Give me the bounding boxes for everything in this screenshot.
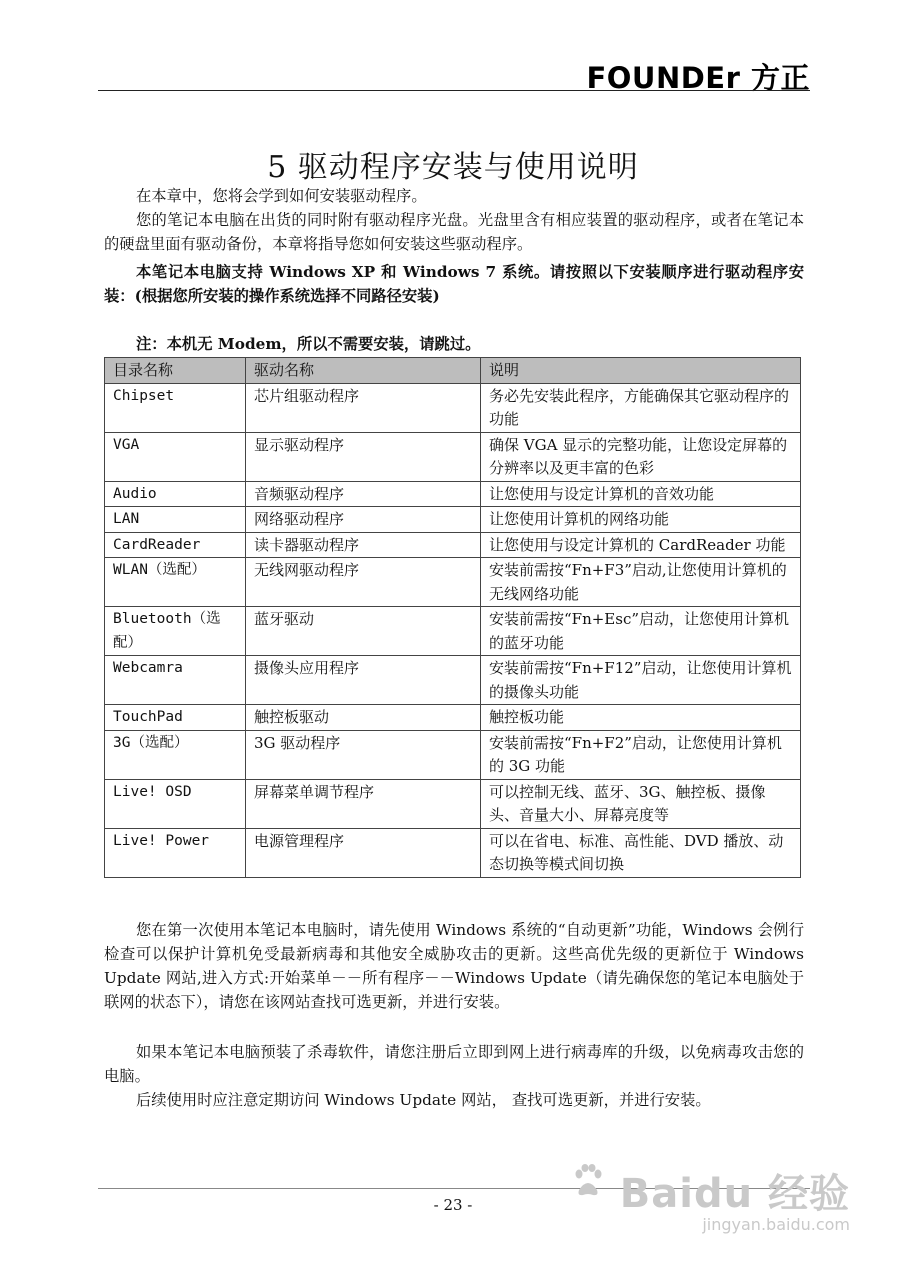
page-number: - 23 - xyxy=(433,1196,473,1214)
table-row xyxy=(105,432,801,481)
row-directory: TouchPad xyxy=(105,705,246,731)
intro-paragraph-1: 在本章中，您将会学到如何安装驱动程序。 xyxy=(136,187,427,205)
row-directory: Chipset xyxy=(105,383,246,432)
table-row xyxy=(105,730,801,779)
windows-update-paragraph: 您在第一次使用本笔记本电脑时，请先使用 Windows 系统的“自动更新”功能，Windows 会例行检查可以保护计算机免受最新病毒和其他安全威胁攻击的更新。这些高优先级的更新位于 Windows Update 网站,进入方式:开始菜单－－所有程序－－Windows Update（请先确保您的笔记本电脑处于联网的状态下），请您在该网站查找可选更新，并进行安装。 xyxy=(104,921,804,1011)
watermark-url: jingyan.baidu.com xyxy=(702,1215,850,1234)
header-driver: 驱动名称 xyxy=(246,358,481,384)
antivirus-paragraph: 如果本笔记本电脑预装了杀毒软件，请您注册后立即到网上进行病毒库的升级，以免病毒攻击您的电脑。 xyxy=(104,1043,804,1085)
row-description: 安装前需按“Fn+F12”启动，让您使用计算机的摄像头功能 xyxy=(481,656,801,705)
row-directory: WLAN（选配） xyxy=(105,558,246,607)
row-description: 可以控制无线、蓝牙、3G、触控板、摄像头、音量大小、屏幕亮度等 xyxy=(481,779,801,828)
row-directory: LAN xyxy=(105,507,246,533)
row-driver: 蓝牙驱动 xyxy=(246,607,481,656)
row-driver: 无线网驱动程序 xyxy=(246,558,481,607)
row-driver: 音频驱动程序 xyxy=(246,481,481,507)
row-directory: Live! Power xyxy=(105,828,246,877)
row-driver: 3G 驱动程序 xyxy=(246,730,481,779)
row-description: 务必先安装此程序，方能确保其它驱动程序的功能 xyxy=(481,383,801,432)
row-driver: 芯片组驱动程序 xyxy=(246,383,481,432)
table-row xyxy=(105,532,801,558)
row-directory: Live! OSD xyxy=(105,779,246,828)
row-description: 确保 VGA 显示的完整功能，让您设定屏幕的分辨率以及更丰富的色彩 xyxy=(481,432,801,481)
driver-table xyxy=(104,357,801,878)
header-description: 说明 xyxy=(481,358,801,384)
row-directory: Audio xyxy=(105,481,246,507)
table-row xyxy=(105,779,801,828)
row-driver: 读卡器驱动程序 xyxy=(246,532,481,558)
baidu-watermark xyxy=(571,1162,850,1234)
table-row xyxy=(105,507,801,533)
periodic-update-paragraph: 后续使用时应注意定期访问 Windows Update 网站， 查找可选更新，并进行安装。 xyxy=(136,1091,711,1109)
row-directory: 3G（选配） xyxy=(105,730,246,779)
os-support-note: 本笔记本电脑支持 Windows XP 和 Windows 7 系统。请按照以下安装顺序进行驱动程序安装：(根据您所安装的操作系统选择不同路径安装) xyxy=(104,263,804,305)
row-description: 触控板功能 xyxy=(481,705,801,731)
row-description: 可以在省电、标准、高性能、DVD 播放、动态切换等模式间切换 xyxy=(481,828,801,877)
table-row xyxy=(105,705,801,731)
founder-logo: FOUNDEr 方正 xyxy=(586,61,810,95)
table-row xyxy=(105,558,801,607)
row-description: 让您使用与设定计算机的 CardReader 功能 xyxy=(481,532,801,558)
row-driver: 屏幕菜单调节程序 xyxy=(246,779,481,828)
table-row xyxy=(105,607,801,656)
row-directory: Bluetooth（选配） xyxy=(105,607,246,656)
row-description: 让您使用与设定计算机的音效功能 xyxy=(481,481,801,507)
row-description: 安装前需按“Fn+Esc”启动，让您使用计算机的蓝牙功能 xyxy=(481,607,801,656)
header-directory: 目录名称 xyxy=(105,358,246,384)
row-driver: 摄像头应用程序 xyxy=(246,656,481,705)
row-directory: CardReader xyxy=(105,532,246,558)
table-row xyxy=(105,656,801,705)
table-header-row xyxy=(105,358,801,384)
row-description: 让您使用计算机的网络功能 xyxy=(481,507,801,533)
row-driver: 电源管理程序 xyxy=(246,828,481,877)
table-row xyxy=(105,481,801,507)
row-driver: 触控板驱动 xyxy=(246,705,481,731)
table-row xyxy=(105,383,801,432)
row-description: 安装前需按“Fn+F3”启动,让您使用计算机的无线网络功能 xyxy=(481,558,801,607)
row-directory: VGA xyxy=(105,432,246,481)
row-driver: 网络驱动程序 xyxy=(246,507,481,533)
modem-note: 注：本机无 Modem，所以不需要安装，请跳过。 xyxy=(136,335,481,353)
intro-paragraph-2: 您的笔记本电脑在出货的同时附有驱动程序光盘。光盘里含有相应装置的驱动程序，或者在笔记本的硬盘里面有驱动备份，本章将指导您如何安装这些驱动程序。 xyxy=(104,211,804,253)
table-row xyxy=(105,828,801,877)
header-divider xyxy=(98,90,810,91)
watermark-main-text: Baidu 经验 xyxy=(619,1171,850,1217)
paw-icon xyxy=(573,1162,603,1208)
row-description: 安装前需按“Fn+F2”启动，让您使用计算机的 3G 功能 xyxy=(481,730,801,779)
row-directory: Webcamra xyxy=(105,656,246,705)
row-driver: 显示驱动程序 xyxy=(246,432,481,481)
chapter-title: 5 驱动程序安装与使用说明 xyxy=(267,150,639,186)
